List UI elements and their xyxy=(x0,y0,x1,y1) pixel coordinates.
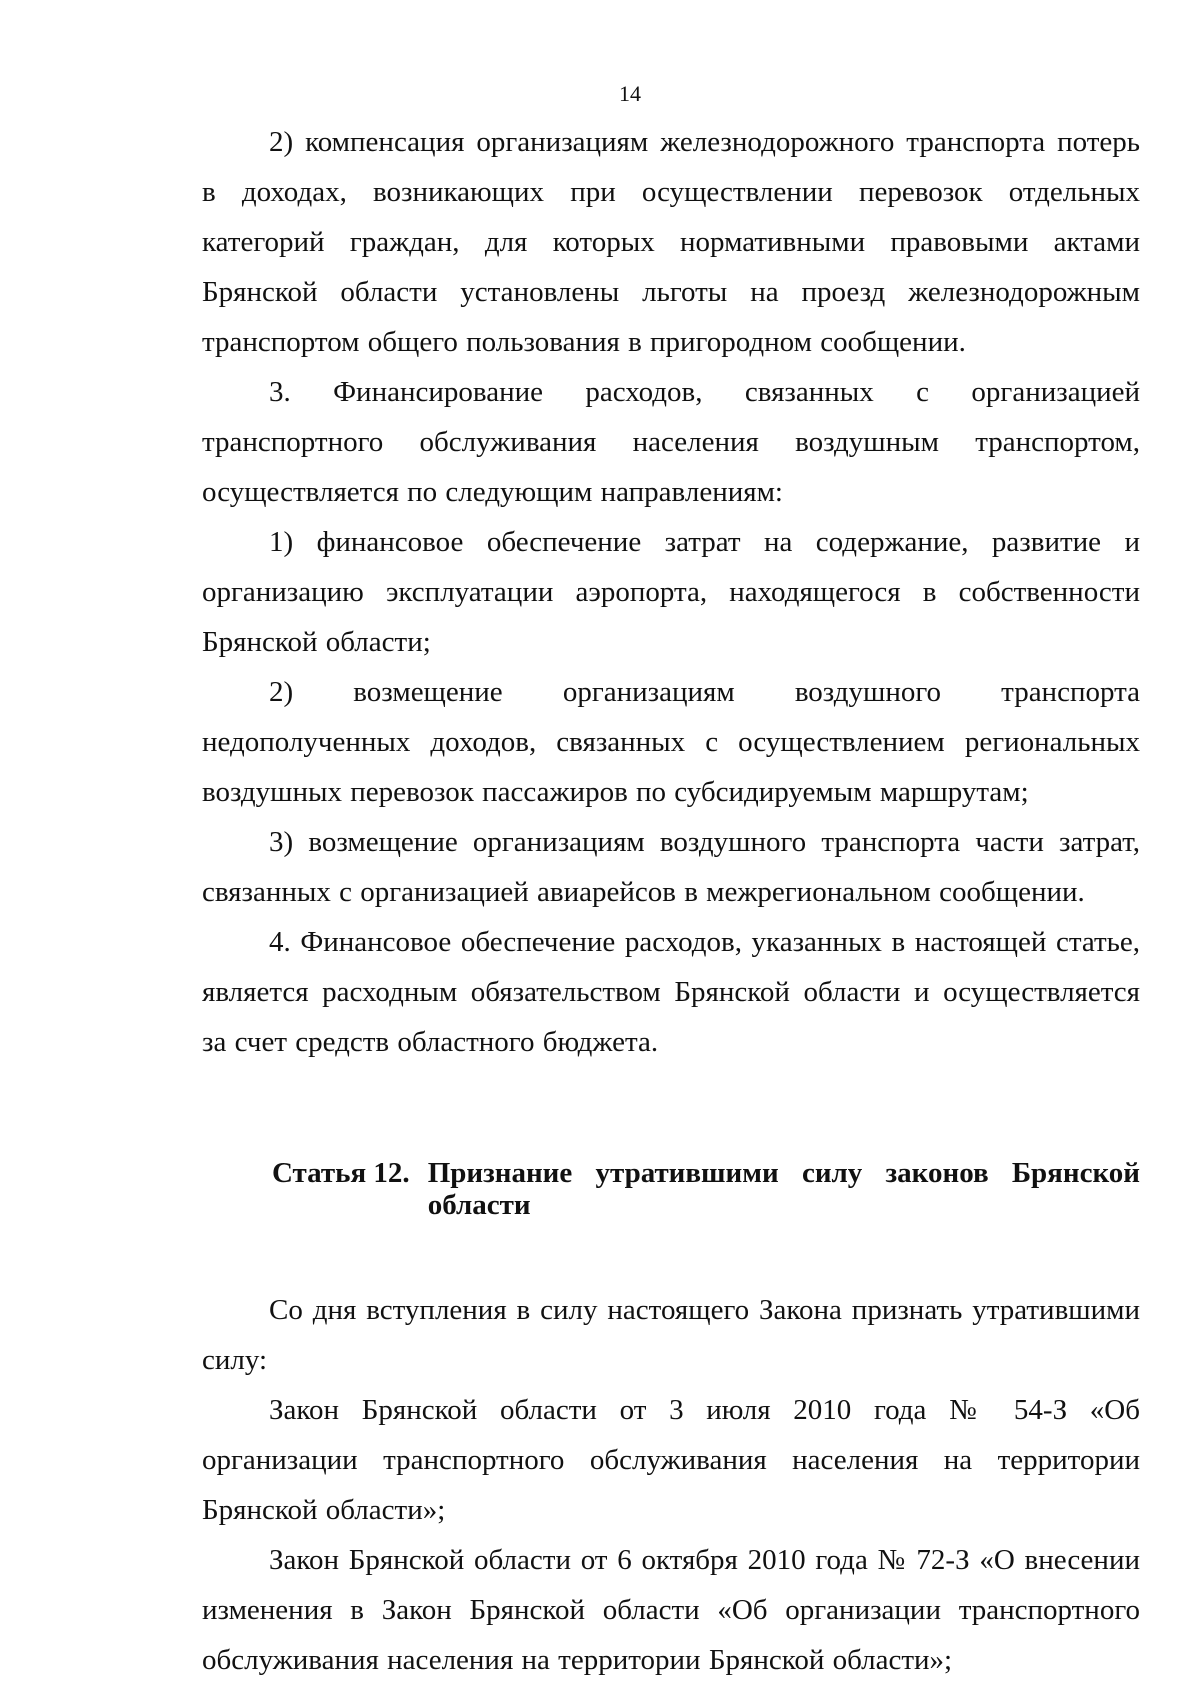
document-body xyxy=(202,117,1140,1685)
paragraph-rail-compensation: 2) компенсация организациям железнодорожного транспорта потерь в доходах, возникающих при осуществлении перевозок отдельных категорий граждан, для которых нормативными правовыми актами Брянской области установлены льготы на проезд железнодорожным транспортом общего пользования в пригородном сообщении. xyxy=(202,126,1140,358)
paragraph-interregional-flights: 3) возмещение организациям воздушного транспорта части затрат, связанных с организацией авиарейсов в межрегиональном сообщении. xyxy=(202,826,1140,908)
paragraph-budget-obligation: 4. Финансовое обеспечение расходов, указанных в настоящей статье, является расходным обязательством Брянской области и осуществляется за счет средств областного бюджета. xyxy=(202,926,1140,1058)
article-title: Признание утратившими силу законов Брянской области xyxy=(427,1157,1140,1221)
paragraph-air-financing: 3. Финансирование расходов, связанных с организацией транспортного обслуживания населения воздушным транспортом, осуществляется по следующим направлениям: xyxy=(202,376,1140,508)
paragraph-repealed-law-54: Закон Брянской области от 3 июля 2010 года № 54-З «Об организации транспортного обслуживания населения на территории Брянской области»; xyxy=(202,1394,1140,1526)
article-number: Статья 12. xyxy=(272,1157,410,1189)
page-number: 14 xyxy=(619,81,641,106)
heading-spacer xyxy=(202,1221,1140,1285)
paragraph-air-revenue-compensation: 2) возмещение организациям воздушного транспорта недополученных доходов, связанных с осуществлением региональных воздушных перевозок пассажиров по субсидируемым маршрутам; xyxy=(202,676,1140,808)
paragraph-airport-support: 1) финансовое обеспечение затрат на содержание, развитие и организацию эксплуатации аэропорта, находящегося в собственности Брянской области; xyxy=(202,526,1140,658)
paragraph-repealed-law-72: Закон Брянской области от 6 октября 2010 года № 72-З «О внесении изменения в Закон Брянской области «Об организации транспортного обслуживания населения на территории Брянской области»; xyxy=(202,1544,1140,1676)
article-heading xyxy=(202,1157,1140,1221)
paragraph-repeal-intro: Со дня вступления в силу настоящего Закона признать утратившими силу: xyxy=(202,1294,1140,1376)
